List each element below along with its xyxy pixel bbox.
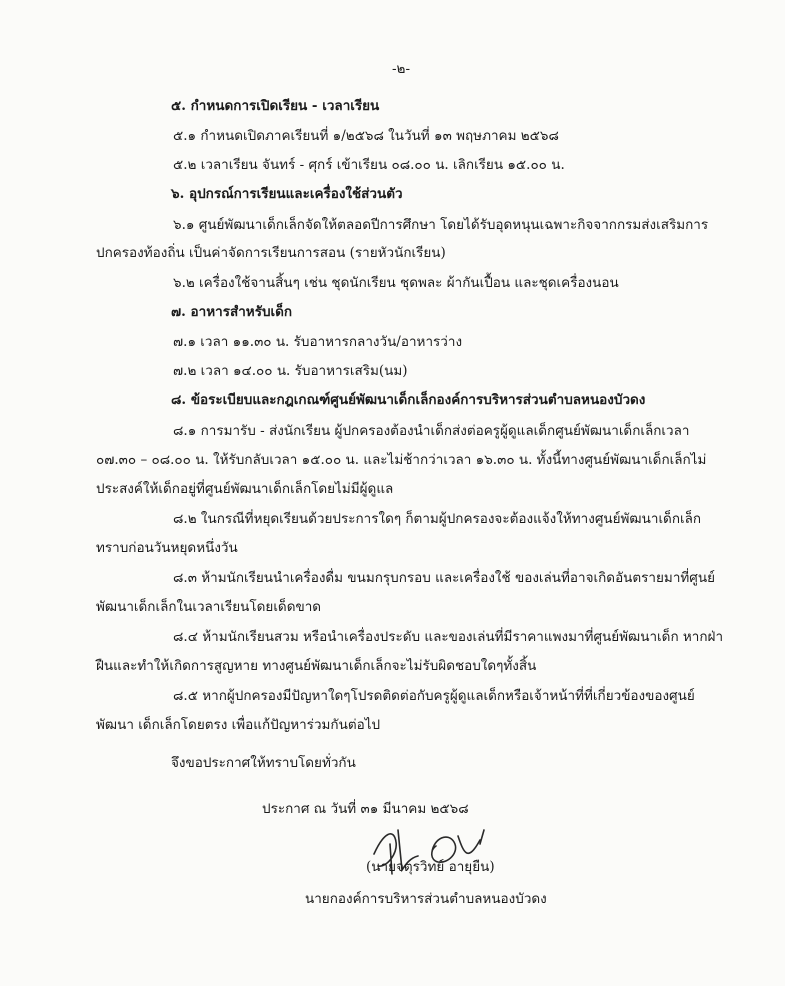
section7-item2: ๗.๒ เวลา ๑๔.๐๐ น. รับอาหารเสริม(นม) xyxy=(173,363,408,379)
page-number: -๒- xyxy=(392,61,411,77)
section8-item5-line2: พัฒนา เด็กเล็กโดยตรง เพื่อแก้ปัญหาร่วมกันต่อไป xyxy=(96,717,381,733)
section8-item1-line2: ๐๗.๓๐ – ๐๘.๐๐ น. ให้รับกลับเวลา ๑๕.๐๐ น. และไม่ช้ากว่าเวลา ๑๖.๓๐ น. ทั้งนี้ทางศูนย์พัฒนาเด็กเล็กไม่ xyxy=(96,452,707,468)
section8-item3-line2: พัฒนาเด็กเล็กในเวลาเรียนโดยเด็ดขาด xyxy=(96,599,322,615)
section7-heading: ๗. อาหารสำหรับเด็ก xyxy=(171,304,293,320)
section6-item1-line1: ๖.๑ ศูนย์พัฒนาเด็กเล็กจัดให้ตลอดปีการศึกษา โดยได้รับอุดหนุนเฉพาะกิจจากกรมส่งเสริมการ xyxy=(173,217,709,233)
section7-item1: ๗.๑ เวลา ๑๑.๓๐ น. รับอาหารกลางวัน/อาหารว่าง xyxy=(173,334,463,350)
section8-item1-line3: ประสงค์ให้เด็กอยู่ที่ศูนย์พัฒนาเด็กเล็กโดยไม่มีผู้ดูแล xyxy=(96,481,394,497)
section8-item2-line1: ๘.๒ ในกรณีที่หยุดเรียนด้วยประการใดๆ ก็ตามผู้ปกครองจะต้องแจ้งให้ทางศูนย์พัฒนาเด็กเล็ก xyxy=(173,511,702,527)
section6-heading: ๖. อุปกรณ์การเรียนและเครื่องใช้ส่วนตัว xyxy=(171,186,403,202)
section5-item2: ๕.๒ เวลาเรียน จันทร์ - ศุกร์ เข้าเรียน ๐๘.๐๐ น. เลิกเรียน ๑๕.๐๐ น. xyxy=(173,157,565,173)
section8-item2-line2: ทราบก่อนวันหยุดหนึ่งวัน xyxy=(96,540,238,556)
section5-item1: ๕.๑ กำหนดเปิดภาคเรียนที่ ๑/๒๕๖๘ ในวันที่ ๑๓ พฤษภาคม ๒๕๖๘ xyxy=(173,128,559,144)
section8-item1-line1: ๘.๑ การมารับ - ส่งนักเรียน ผู้ปกครองต้องนำเด็กส่งต่อครูผู้ดูแลเด็กศูนย์พัฒนาเด็กเล็กเวลา xyxy=(173,423,690,439)
signer-name: (นายจตุรวิทย์ อายุยืน) xyxy=(366,859,495,875)
signer-title: นายกองค์การบริหารส่วนตำบลหนองบัวดง xyxy=(305,891,547,907)
section5-heading: ๕. กำหนดการเปิดเรียน - เวลาเรียน xyxy=(171,98,380,114)
closing-statement: จึงขอประกาศให้ทราบโดยทั่วกัน xyxy=(171,755,356,771)
section8-item4-line2: ฝืนและทำให้เกิดการสูญหาย ทางศูนย์พัฒนาเด็กเล็กจะไม่รับผิดชอบใดๆทั้งสิ้น xyxy=(96,658,537,674)
section6-item2: ๖.๒ เครื่องใช้จานสิ้นๆ เช่น ชุดนักเรียน ชุดพละ ผ้ากันเปื้อน และชุดเครื่องนอน xyxy=(173,275,619,291)
section8-item3-line1: ๘.๓ ห้ามนักเรียนนำเครื่องดื่ม ขนมกรุบกรอบ และเครื่องใช้ ของเล่นที่อาจเกิดอันตรายมาที่ศูนย์ xyxy=(173,570,716,586)
section8-item5-line1: ๘.๕ หากผู้ปกครองมีปัญหาใดๆโปรดติดต่อกับครูผู้ดูแลเด็กหรือเจ้าหน้าที่ที่เกี่ยวข้องของศูนย์ xyxy=(173,688,695,704)
section8-heading: ๘. ข้อระเบียบและกฎเกณฑ์ศูนย์พัฒนาเด็กเล็กองค์การบริหารส่วนตำบลหนองบัวดง xyxy=(171,392,646,408)
announcement-date: ประกาศ ณ วันที่ ๓๑ มีนาคม ๒๕๖๘ xyxy=(262,801,469,817)
section6-item1-line2: ปกครองท้องถิ่น เป็นค่าจัดการเรียนการสอน (รายหัวนักเรียน) xyxy=(96,245,446,261)
section8-item4-line1: ๘.๔ ห้ามนักเรียนสวม หรือนำเครื่องประดับ และของเล่นที่มีราคาแพงมาที่ศูนย์พัฒนาเด็ก หากฝ่า xyxy=(173,629,724,645)
